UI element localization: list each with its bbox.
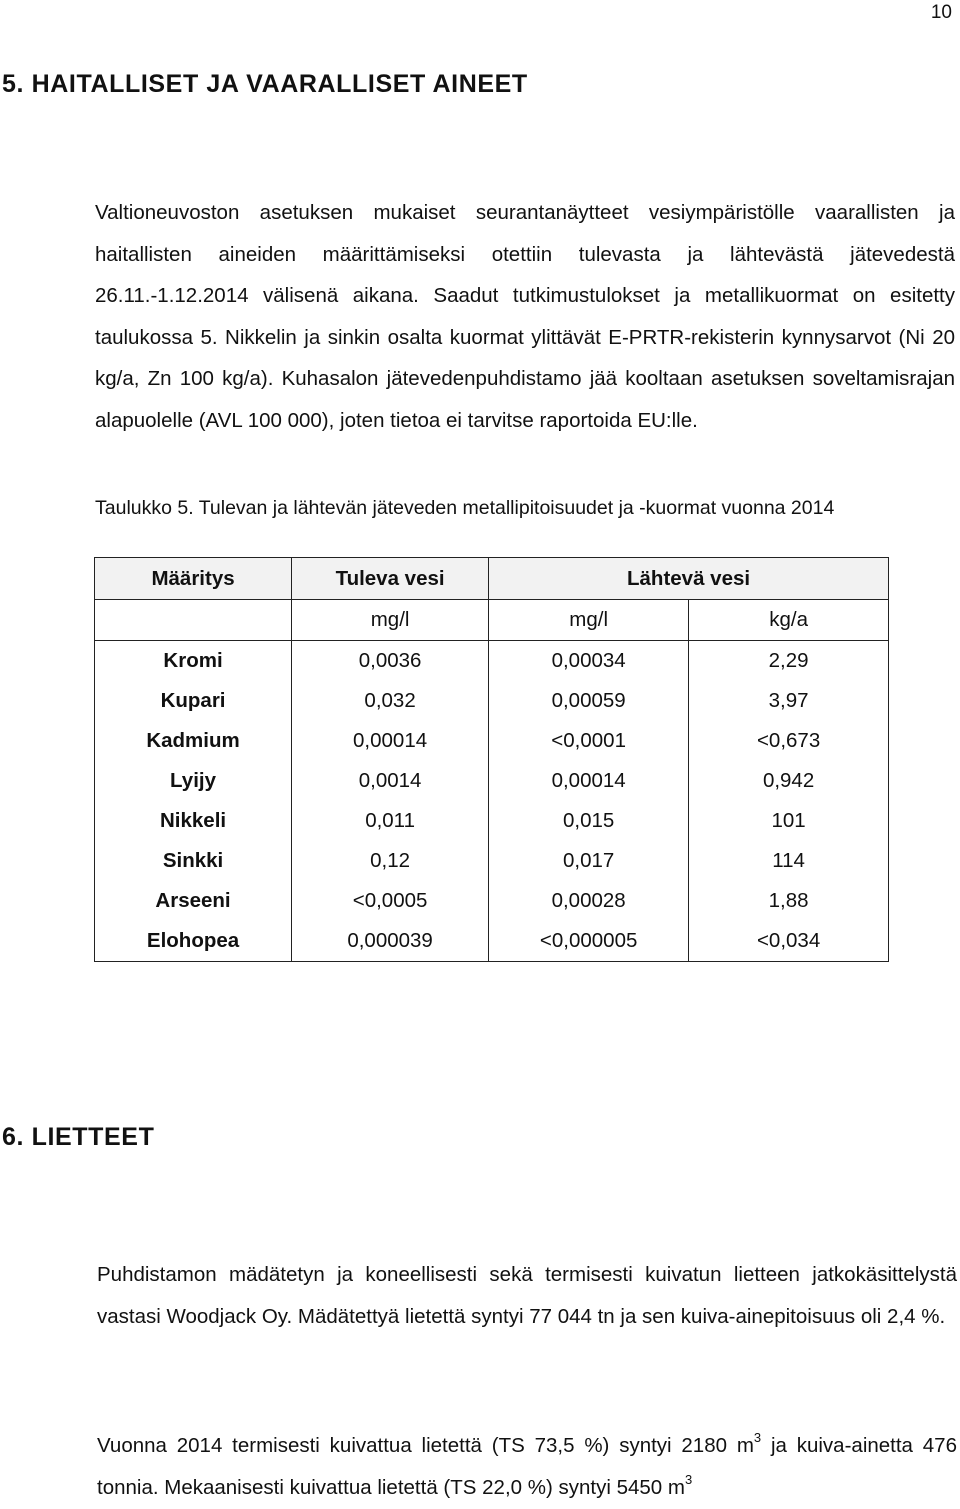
row-outflow: 0,00014 <box>489 761 689 801</box>
row-load: 101 <box>689 801 889 841</box>
row-outflow: 0,015 <box>489 801 689 841</box>
row-name: Kromi <box>95 641 292 682</box>
table-row <box>95 841 889 881</box>
row-name: Elohopea <box>95 921 292 962</box>
paragraph-2-text-b: ja kuiva-ainetta 476 tonnia. Mekaanisesti kuivattua lietettä (TS 22,0 %) syntyi 5450 m <box>97 1434 957 1499</box>
section-6-paragraph-1: Puhdistamon mädätetyn ja koneellisesti sekä termisesti kuivatun lietteen jatkokäsittelystä vastasi Woodjack Oy. Mädätettyä lietettä syntyi 77 044 tn ja sen kuiva-ainepitoisuus oli 2,4 %. <box>97 1263 957 1328</box>
table-caption: Taulukko 5. Tulevan ja lähtevän jäteveden metallipitoisuudet ja -kuormat vuonna 2014 <box>95 497 835 519</box>
row-inflow: 0,00014 <box>292 721 489 761</box>
row-outflow: <0,000005 <box>489 921 689 962</box>
row-inflow: 0,000039 <box>292 921 489 962</box>
page-number: 10 <box>930 2 952 23</box>
unit-cell-lahteva-mgl: mg/l <box>489 600 689 641</box>
header-tuleva-vesi: Tuleva vesi <box>292 558 489 600</box>
row-inflow: 0,12 <box>292 841 489 881</box>
section-6-paragraph-2 <box>97 1425 957 1509</box>
metals-table <box>94 557 889 962</box>
row-inflow: 0,032 <box>292 681 489 721</box>
section-5-heading: 5. HAITALLISET JA VAARALLISET AINEET <box>2 70 528 98</box>
row-name: Nikkeli <box>95 801 292 841</box>
row-load: 114 <box>689 841 889 881</box>
row-load: 0,942 <box>689 761 889 801</box>
row-outflow: 0,017 <box>489 841 689 881</box>
row-inflow: 0,0014 <box>292 761 489 801</box>
unit-cell-tuleva: mg/l <box>292 600 489 641</box>
row-inflow: <0,0005 <box>292 881 489 921</box>
row-inflow: 0,011 <box>292 801 489 841</box>
section-6-heading: 6. LIETTEET <box>2 1123 155 1151</box>
row-load: 2,29 <box>689 641 889 682</box>
row-load: <0,034 <box>689 921 889 962</box>
table-row <box>95 761 889 801</box>
row-outflow: <0,0001 <box>489 721 689 761</box>
section-5-paragraph: Valtioneuvoston asetuksen mukaiset seurantanäytteet vesiympäristölle vaarallisten ja haitallisten aineiden määrittämiseksi otettiin tulevasta ja lähtevästä jätevedestä 26.11.-1.12.2014 välisenä aikana. Saadut tutkimustulokset ja metallikuormat on esitetty taulukossa 5. Nikkelin ja sinkin osalta kuormat ylittävät E-PRTR-rekisterin kynnysarvot (Ni 20 kg/a, Zn 100 kg/a). Kuhasalon jätevedenpuhdistamo jää kooltaan asetuksen soveltamisrajan alapuolelle (AVL 100 000), joten tietoa ei tarvitse raportoida EU:lle. <box>95 201 955 432</box>
row-load: <0,673 <box>689 721 889 761</box>
table-row <box>95 921 889 962</box>
unit-cell-empty <box>95 600 292 641</box>
row-name: Arseeni <box>95 881 292 921</box>
row-outflow: 0,00028 <box>489 881 689 921</box>
row-inflow: 0,0036 <box>292 641 489 682</box>
table-row <box>95 881 889 921</box>
superscript-3: 3 <box>684 1472 693 1488</box>
row-outflow: 0,00059 <box>489 681 689 721</box>
table-row <box>95 721 889 761</box>
table-row <box>95 801 889 841</box>
row-outflow: 0,00034 <box>489 641 689 682</box>
row-load: 1,88 <box>689 881 889 921</box>
header-lahteva-vesi: Lähtevä vesi <box>489 558 889 600</box>
row-name: Lyijy <box>95 761 292 801</box>
row-name: Kupari <box>95 681 292 721</box>
table-row <box>95 641 889 682</box>
row-load: 3,97 <box>689 681 889 721</box>
row-name: Sinkki <box>95 841 292 881</box>
superscript-3: 3 <box>753 1430 762 1446</box>
row-name: Kadmium <box>95 721 292 761</box>
header-maaritys: Määritys <box>95 558 292 600</box>
unit-cell-lahteva-kga: kg/a <box>689 600 889 641</box>
table-header-row <box>95 558 889 600</box>
paragraph-2-text-a: Vuonna 2014 termisesti kuivattua lietettä (TS 73,5 %) syntyi 2180 m <box>97 1434 754 1457</box>
table-row <box>95 681 889 721</box>
table-units-row <box>95 600 889 641</box>
